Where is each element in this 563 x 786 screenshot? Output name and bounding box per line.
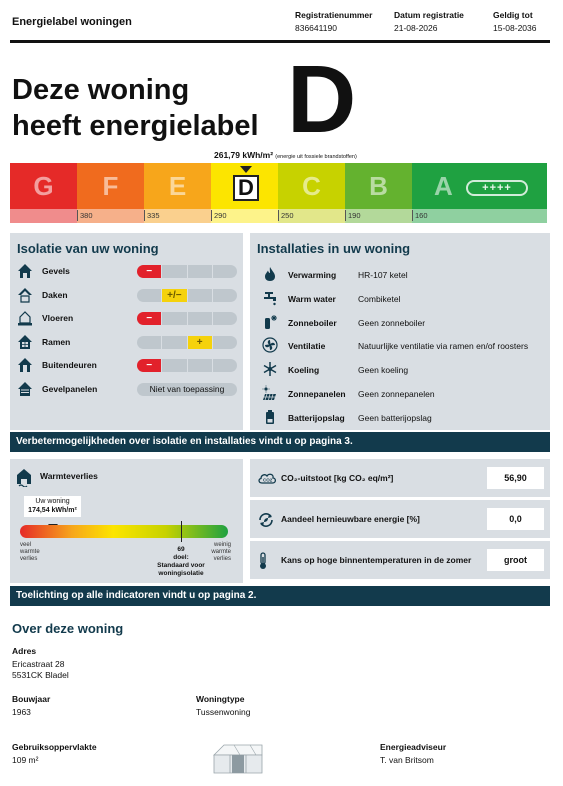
isolatie-label-buitendeuren: Buitendeuren [42, 360, 97, 370]
battery-icon [262, 409, 278, 425]
isolatie-label-gevelpanelen: Gevelpanelen [42, 383, 98, 394]
veel-warmteverlies-label: veel warmte verlies [20, 542, 40, 562]
a-plus-pill: ++++ [466, 180, 528, 196]
label-class-letter: B [369, 171, 388, 201]
datum-registratie-block [394, 10, 464, 33]
door-icon [17, 357, 33, 373]
isolatie-panel [10, 233, 243, 430]
bouwjaar-label: Bouwjaar [12, 694, 51, 704]
energieadviseur-label: Energieadviseur [380, 742, 447, 752]
hero-title [12, 72, 259, 144]
isolatie-label-daken: Daken [42, 289, 68, 300]
adres-field [12, 646, 69, 681]
label-threshold-tick: 250 [278, 210, 294, 221]
installatie-value: Natuurlijke ventilatie via ramen en/of roosters [358, 341, 529, 352]
rating-segment [137, 289, 162, 302]
rating-segment [162, 336, 187, 349]
isolatie-label-gevels: Gevels [42, 266, 70, 276]
registratienummer-value: 836641190 [295, 23, 337, 33]
warmteverlies-title: Warmteverlies [40, 471, 98, 481]
isolatie-label-ramen: Ramen [42, 336, 71, 347]
thermometer-icon [257, 552, 269, 575]
label-class-e [144, 163, 211, 223]
label-threshold-tick: 290 [211, 210, 227, 221]
installatie-label: Zonnepanelen [288, 389, 346, 399]
toelichting-band: Toelichting op alle indicatoren vindt u op pagina 2. [10, 586, 550, 606]
installatie-value: Geen batterijopslag [358, 412, 432, 423]
tap-icon [262, 290, 278, 306]
geldig-tot-value: 15-08-2036 [493, 23, 537, 33]
installatie-label: Warm water [288, 293, 336, 304]
adres-line1: Ericastraat 28 [12, 659, 65, 669]
warmteverlies-icon [16, 467, 32, 492]
rating-symbol: − [146, 313, 153, 324]
rating-segment [162, 312, 187, 325]
registratienummer-label: Registratienummer [295, 10, 373, 20]
hero-title-line2: heeft energielabel [12, 110, 259, 142]
indicator-value: 56,90 [487, 467, 544, 489]
rating-segment [137, 265, 162, 278]
flame-icon [262, 266, 278, 282]
registratienummer-block [295, 10, 372, 33]
rating-segment [162, 359, 187, 372]
rating-segment [213, 289, 237, 302]
datum-registratie-value: 21-08-2026 [394, 23, 438, 33]
installaties-title: Installaties in uw woning [257, 241, 411, 256]
roof-icon [17, 287, 33, 303]
window-icon [17, 334, 33, 350]
floor-icon [17, 310, 33, 326]
fan-icon [262, 337, 278, 353]
installatie-label: Koeling [288, 365, 320, 376]
kwh-value: 261,79 kWh/m² [214, 150, 274, 160]
label-class-letter: F [102, 171, 119, 201]
bouwjaar-value: 1963 [12, 707, 31, 717]
woningtype-label: Woningtype [196, 694, 245, 704]
label-class-letter: E [168, 171, 187, 201]
installatie-value: Combiketel [358, 293, 401, 304]
label-threshold-tick: 160 [412, 210, 428, 221]
solar-panel-icon [262, 385, 278, 401]
label-class-b [345, 163, 412, 223]
energieadviseur-value: T. van Britsom [380, 755, 434, 765]
rating-segment [137, 359, 162, 372]
current-label-pointer [240, 166, 252, 173]
header-divider [10, 40, 550, 43]
label-class-g [10, 163, 77, 223]
label-threshold-tick: 190 [345, 210, 361, 221]
snowflake-icon [262, 361, 278, 377]
geldig-tot-label: Geldig tot [493, 10, 533, 20]
rating-segment [213, 336, 237, 349]
label-class-letter: C [302, 171, 321, 201]
rating-segment [162, 265, 187, 278]
installaties-panel [250, 233, 550, 430]
adres-line2: 5531CK Bladel [12, 670, 69, 680]
indicator-panel [250, 459, 550, 497]
indicator-panel [250, 500, 550, 538]
kwh-note: (energie uit fossiele brandstoffen) [275, 154, 357, 160]
adres-value [12, 659, 69, 681]
label-class-c [278, 163, 345, 223]
rating-segment [213, 312, 237, 325]
weinig-warmteverlies-label: weinig warmte verlies [211, 542, 231, 562]
woningtype-value: Tussenwoning [196, 707, 251, 717]
woningtype-field [196, 694, 251, 718]
installatie-label: Ventilatie [288, 341, 326, 352]
energieadviseur-field [380, 742, 446, 766]
document-title: Energielabel woningen [12, 16, 132, 28]
rating-segment [162, 289, 187, 302]
installatie-value: HR-107 ketel [358, 270, 408, 280]
isolatie-rating-bar [137, 359, 237, 372]
bouwjaar-field [12, 694, 50, 718]
installatie-value: Geen zonnepanelen [358, 389, 435, 399]
current-label-marker: D [233, 175, 259, 201]
label-class-range [10, 209, 77, 223]
uw-woning-value: 174,54 kWh/m² [28, 507, 77, 514]
datum-registratie-label: Datum registratie [394, 10, 464, 20]
uw-woning-label: Uw woning [35, 498, 70, 505]
label-class-f [77, 163, 144, 223]
indicator-label: CO₂-uitstoot [kg CO₂ eq/m²] [281, 473, 394, 483]
indicator-value: 0,0 [487, 508, 544, 530]
rating-segment [137, 312, 162, 325]
renewable-icon [257, 511, 275, 534]
installatie-value: Geen koeling [358, 365, 409, 376]
label-class-letter: A [434, 171, 453, 201]
isolatie-rating-bar [137, 289, 237, 302]
rating-segment [137, 336, 162, 349]
rating-segment [213, 359, 237, 372]
warmteverlies-gradient-bar [20, 525, 228, 538]
doel-label: doel: [173, 554, 189, 561]
niet-van-toepassing-badge: Niet van toepassing [137, 383, 237, 396]
hero-title-line1: Deze woning [12, 74, 190, 106]
rating-symbol: − [146, 266, 153, 277]
doel-block [150, 546, 212, 578]
indicator-panel [250, 541, 550, 579]
verbetermogelijkheden-band: Verbetermogelijkheden over isolatie en installaties vindt u op pagina 3. [10, 432, 550, 452]
installatie-label: Batterijopslag [288, 412, 345, 423]
installatie-label: Zonneboiler [288, 317, 337, 328]
solar-boiler-icon [262, 314, 278, 330]
adres-label: Adres [12, 646, 37, 656]
rating-symbol: − [146, 360, 153, 371]
label-threshold-tick: 335 [144, 210, 160, 221]
rating-segment [188, 312, 213, 325]
rating-segment [188, 336, 213, 349]
oppervlakte-label: Gebruiksoppervlakte [12, 742, 97, 752]
warmteverlies-panel [10, 459, 243, 583]
panel-icon [17, 381, 33, 397]
rating-segment [188, 265, 213, 278]
geldig-tot-block [493, 10, 536, 33]
indicator-value: groot [487, 549, 544, 571]
isolatie-rating-bar [137, 312, 237, 325]
isolatie-label-vloeren: Vloeren [42, 313, 74, 323]
rating-symbol: + [196, 336, 203, 348]
rating-segment [213, 265, 237, 278]
installatie-value: Geen zonneboiler [358, 317, 426, 328]
energy-label-letter: D [287, 46, 357, 153]
label-threshold-tick: 380 [77, 210, 93, 221]
isolatie-title: Isolatie van uw woning [17, 241, 159, 256]
uw-woning-callout [24, 496, 81, 517]
doel-marker [181, 521, 182, 542]
over-woning-title: Over deze woning [12, 621, 124, 636]
indicator-label: Aandeel hernieuwbare energie [%] [281, 514, 420, 524]
isolatie-rating-bar [137, 336, 237, 349]
doel-value: 69 [177, 546, 185, 553]
indicator-label: Kans op hoge binnentemperaturen in de zomer [281, 555, 472, 565]
isolatie-rating-bar [137, 265, 237, 278]
house-icon [17, 263, 33, 279]
svg-text:CO2: CO2 [263, 477, 273, 483]
oppervlakte-value: 109 m² [12, 755, 39, 765]
oppervlakte-field [12, 742, 97, 766]
terraced-house-icon [210, 741, 266, 780]
rating-segment [188, 289, 213, 302]
co2-icon [257, 470, 277, 491]
label-class-range [412, 209, 547, 223]
rating-symbol: +/− [167, 289, 182, 301]
label-class-letter: G [33, 171, 54, 201]
installatie-label: Verwarming [288, 270, 337, 280]
doel-description: Standaard voor woningisolatie [157, 562, 205, 577]
kwh-indicator [214, 150, 357, 160]
rating-segment [188, 359, 213, 372]
